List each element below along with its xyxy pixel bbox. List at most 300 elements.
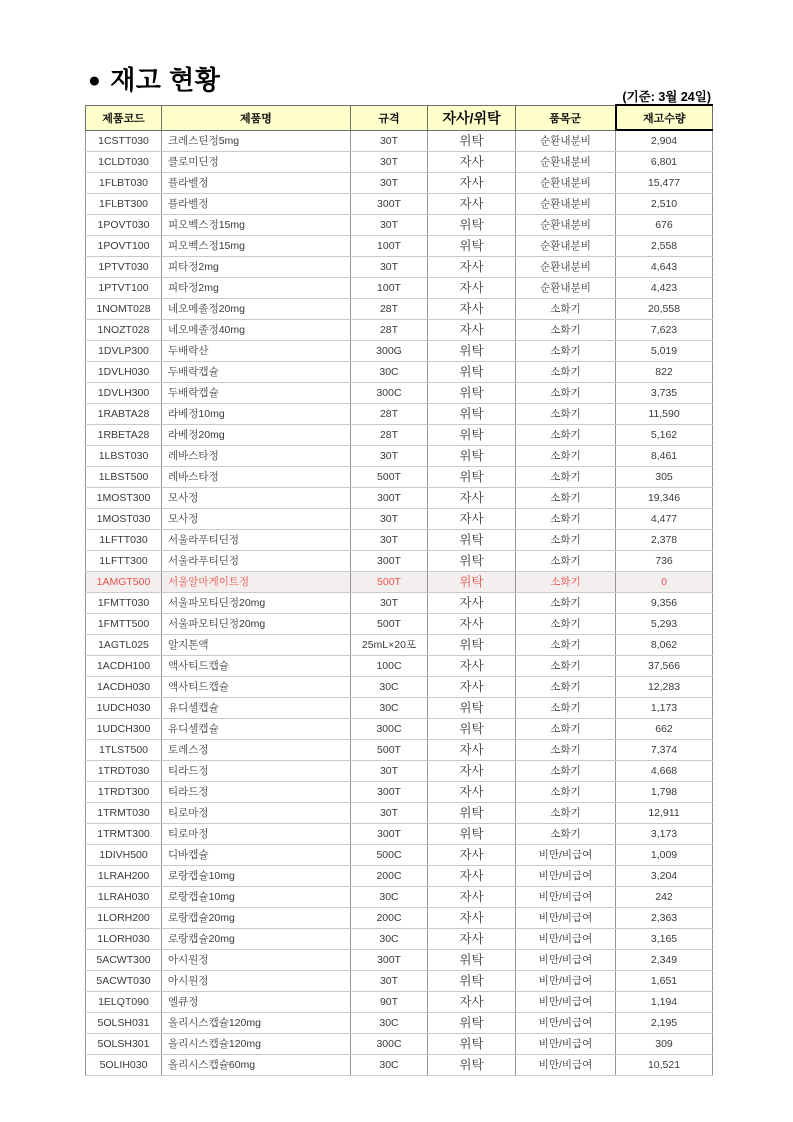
cell-item-group: 소화기 <box>516 803 616 824</box>
cell-product-name: 피오벡스정15mg <box>162 236 351 257</box>
cell-own-consign: 자사 <box>428 845 516 866</box>
cell-product-code: 1NOZT028 <box>86 320 162 341</box>
cell-spec: 28T <box>351 425 428 446</box>
cell-product-name: 올리시스캡슐120mg <box>162 1034 351 1055</box>
cell-product-name: 올리시스캡슐60mg <box>162 1055 351 1076</box>
table-row <box>86 635 713 656</box>
cell-stock-qty: 15,477 <box>616 173 713 194</box>
cell-stock-qty: 10,521 <box>616 1055 713 1076</box>
cell-product-name: 디바캡슐 <box>162 845 351 866</box>
cell-product-name: 플라벨정 <box>162 194 351 215</box>
cell-product-code: 1AGTL025 <box>86 635 162 656</box>
table-row <box>86 824 713 845</box>
cell-stock-qty: 4,423 <box>616 278 713 299</box>
cell-item-group: 비만/비급여 <box>516 1013 616 1034</box>
cell-product-code: 1NOMT028 <box>86 299 162 320</box>
cell-own-consign: 자사 <box>428 257 516 278</box>
cell-own-consign: 자사 <box>428 992 516 1013</box>
cell-item-group: 소화기 <box>516 467 616 488</box>
cell-spec: 500T <box>351 467 428 488</box>
cell-spec: 30T <box>351 509 428 530</box>
cell-product-name: 네오메졸정20mg <box>162 299 351 320</box>
cell-item-group: 소화기 <box>516 383 616 404</box>
cell-product-code: 1FLBT030 <box>86 173 162 194</box>
cell-spec: 25mL×20포 <box>351 635 428 656</box>
cell-stock-qty: 7,623 <box>616 320 713 341</box>
cell-item-group: 소화기 <box>516 677 616 698</box>
cell-own-consign: 자사 <box>428 173 516 194</box>
col-header-item-group: 품목군 <box>516 105 616 130</box>
table-row <box>86 761 713 782</box>
cell-product-name: 서울파모티딘정20mg <box>162 614 351 635</box>
col-header-own-consign: 자사/위탁 <box>428 105 516 130</box>
cell-product-name: 액사티드캡슐 <box>162 656 351 677</box>
cell-product-code: 1ELQT090 <box>86 992 162 1013</box>
cell-product-code: 1DVLP300 <box>86 341 162 362</box>
cell-stock-qty: 242 <box>616 887 713 908</box>
table-row <box>86 845 713 866</box>
table-row <box>86 740 713 761</box>
cell-item-group: 소화기 <box>516 341 616 362</box>
cell-product-name: 서울파모티딘정20mg <box>162 593 351 614</box>
cell-own-consign: 위탁 <box>428 130 516 152</box>
cell-product-name: 유디셀캡슐 <box>162 719 351 740</box>
cell-product-code: 5ACWT030 <box>86 971 162 992</box>
cell-item-group: 소화기 <box>516 425 616 446</box>
cell-product-name: 엘큐정 <box>162 992 351 1013</box>
cell-stock-qty: 1,651 <box>616 971 713 992</box>
cell-product-name: 클로미딘정 <box>162 152 351 173</box>
cell-stock-qty: 9,356 <box>616 593 713 614</box>
table-row <box>86 509 713 530</box>
cell-item-group: 비만/비급여 <box>516 929 616 950</box>
cell-product-code: 1FMTT030 <box>86 593 162 614</box>
table-row <box>86 362 713 383</box>
cell-stock-qty: 309 <box>616 1034 713 1055</box>
cell-stock-qty: 305 <box>616 467 713 488</box>
cell-item-group: 비만/비급여 <box>516 1055 616 1076</box>
cell-own-consign: 위탁 <box>428 1013 516 1034</box>
cell-product-name: 로랑캡슐10mg <box>162 887 351 908</box>
cell-product-name: 액사티드캡슐 <box>162 677 351 698</box>
cell-spec: 30T <box>351 257 428 278</box>
cell-spec: 30C <box>351 887 428 908</box>
table-row <box>86 950 713 971</box>
cell-own-consign: 자사 <box>428 152 516 173</box>
cell-item-group: 소화기 <box>516 446 616 467</box>
table-row <box>86 215 713 236</box>
cell-own-consign: 자사 <box>428 887 516 908</box>
cell-item-group: 비만/비급여 <box>516 887 616 908</box>
cell-product-code: 1CLDT030 <box>86 152 162 173</box>
cell-spec: 300C <box>351 383 428 404</box>
cell-item-group: 소화기 <box>516 530 616 551</box>
table-row <box>86 698 713 719</box>
cell-spec: 30T <box>351 971 428 992</box>
table-row <box>86 1013 713 1034</box>
cell-own-consign: 위탁 <box>428 404 516 425</box>
table-row <box>86 194 713 215</box>
cell-own-consign: 위탁 <box>428 1034 516 1055</box>
bullet-icon: ● <box>88 69 102 92</box>
cell-item-group: 비만/비급여 <box>516 866 616 887</box>
cell-product-code: 1ACDH030 <box>86 677 162 698</box>
cell-stock-qty: 1,798 <box>616 782 713 803</box>
table-row <box>86 341 713 362</box>
cell-product-name: 라베정20mg <box>162 425 351 446</box>
cell-spec: 28T <box>351 320 428 341</box>
cell-own-consign: 위탁 <box>428 530 516 551</box>
table-row <box>86 656 713 677</box>
table-row <box>86 1034 713 1055</box>
cell-product-name: 모사정 <box>162 488 351 509</box>
cell-product-name: 모사정 <box>162 509 351 530</box>
cell-item-group: 소화기 <box>516 635 616 656</box>
cell-stock-qty: 1,173 <box>616 698 713 719</box>
cell-spec: 30T <box>351 152 428 173</box>
cell-stock-qty: 3,735 <box>616 383 713 404</box>
cell-item-group: 소화기 <box>516 488 616 509</box>
table-row <box>86 530 713 551</box>
cell-item-group: 비만/비급여 <box>516 992 616 1013</box>
cell-own-consign: 위탁 <box>428 950 516 971</box>
cell-item-group: 순환내분비 <box>516 215 616 236</box>
table-row <box>86 866 713 887</box>
cell-item-group: 순환내분비 <box>516 173 616 194</box>
cell-item-group: 비만/비급여 <box>516 908 616 929</box>
cell-stock-qty: 8,062 <box>616 635 713 656</box>
cell-product-code: 1TRMT300 <box>86 824 162 845</box>
cell-stock-qty: 5,293 <box>616 614 713 635</box>
cell-spec: 30C <box>351 362 428 383</box>
cell-product-name: 피타정2mg <box>162 257 351 278</box>
cell-spec: 30C <box>351 677 428 698</box>
cell-stock-qty: 20,558 <box>616 299 713 320</box>
cell-own-consign: 자사 <box>428 299 516 320</box>
cell-product-name: 두배락산 <box>162 341 351 362</box>
cell-spec: 28T <box>351 404 428 425</box>
cell-stock-qty: 7,374 <box>616 740 713 761</box>
reference-date: (기준: 3월 24일) <box>622 90 711 104</box>
cell-product-code: 1AMGT500 <box>86 572 162 593</box>
cell-product-code: 1PTVT030 <box>86 257 162 278</box>
cell-spec: 90T <box>351 992 428 1013</box>
cell-spec: 30C <box>351 1055 428 1076</box>
cell-item-group: 순환내분비 <box>516 152 616 173</box>
cell-product-name: 티라드정 <box>162 782 351 803</box>
cell-spec: 30T <box>351 530 428 551</box>
cell-product-code: 1PTVT100 <box>86 278 162 299</box>
cell-own-consign: 자사 <box>428 509 516 530</box>
table-row <box>86 404 713 425</box>
cell-spec: 30T <box>351 446 428 467</box>
table-row <box>86 152 713 173</box>
cell-spec: 500T <box>351 572 428 593</box>
cell-stock-qty: 3,165 <box>616 929 713 950</box>
cell-item-group: 소화기 <box>516 572 616 593</box>
cell-stock-qty: 3,173 <box>616 824 713 845</box>
cell-product-code: 1RABTA28 <box>86 404 162 425</box>
cell-spec: 500T <box>351 614 428 635</box>
cell-product-name: 피오벡스정15mg <box>162 215 351 236</box>
cell-product-code: 5OLIH030 <box>86 1055 162 1076</box>
cell-item-group: 비만/비급여 <box>516 1034 616 1055</box>
cell-product-code: 1MOST030 <box>86 509 162 530</box>
cell-product-name: 레바스타정 <box>162 446 351 467</box>
cell-product-code: 1LBST030 <box>86 446 162 467</box>
cell-own-consign: 위탁 <box>428 215 516 236</box>
cell-product-code: 1ACDH100 <box>86 656 162 677</box>
cell-own-consign: 자사 <box>428 782 516 803</box>
table-row <box>86 257 713 278</box>
cell-item-group: 순환내분비 <box>516 236 616 257</box>
cell-spec: 30T <box>351 761 428 782</box>
table-row <box>86 130 713 152</box>
cell-stock-qty: 5,162 <box>616 425 713 446</box>
table-row <box>86 278 713 299</box>
cell-product-code: 1DVLH030 <box>86 362 162 383</box>
cell-product-code: 1LFTT300 <box>86 551 162 572</box>
cell-product-name: 티라드정 <box>162 761 351 782</box>
cell-spec: 30T <box>351 130 428 152</box>
cell-product-code: 1RBETA28 <box>86 425 162 446</box>
cell-stock-qty: 676 <box>616 215 713 236</box>
cell-item-group: 비만/비급여 <box>516 971 616 992</box>
col-header-product-code: 제품코드 <box>86 105 162 130</box>
cell-own-consign: 자사 <box>428 614 516 635</box>
cell-product-name: 네오메졸정40mg <box>162 320 351 341</box>
table-row <box>86 551 713 572</box>
cell-stock-qty: 5,019 <box>616 341 713 362</box>
cell-spec: 100T <box>351 278 428 299</box>
table-row <box>86 320 713 341</box>
cell-product-code: 1LORH030 <box>86 929 162 950</box>
cell-spec: 300T <box>351 194 428 215</box>
cell-stock-qty: 6,801 <box>616 152 713 173</box>
cell-item-group: 소화기 <box>516 593 616 614</box>
table-row <box>86 1055 713 1076</box>
cell-product-code: 1LFTT030 <box>86 530 162 551</box>
cell-stock-qty: 736 <box>616 551 713 572</box>
table-row <box>86 908 713 929</box>
cell-product-code: 1POVT100 <box>86 236 162 257</box>
cell-spec: 300T <box>351 551 428 572</box>
cell-product-name: 로랑캡슐20mg <box>162 929 351 950</box>
cell-stock-qty: 19,346 <box>616 488 713 509</box>
table-row <box>86 467 713 488</box>
cell-spec: 300C <box>351 1034 428 1055</box>
cell-product-name: 레바스타정 <box>162 467 351 488</box>
cell-spec: 300T <box>351 824 428 845</box>
table-row <box>86 425 713 446</box>
cell-item-group: 순환내분비 <box>516 194 616 215</box>
cell-item-group: 소화기 <box>516 740 616 761</box>
cell-stock-qty: 662 <box>616 719 713 740</box>
cell-stock-qty: 4,668 <box>616 761 713 782</box>
cell-own-consign: 자사 <box>428 908 516 929</box>
cell-product-name: 두배락캡슐 <box>162 383 351 404</box>
cell-own-consign: 위탁 <box>428 572 516 593</box>
cell-own-consign: 자사 <box>428 929 516 950</box>
cell-own-consign: 위탁 <box>428 341 516 362</box>
cell-item-group: 비만/비급여 <box>516 950 616 971</box>
cell-item-group: 비만/비급여 <box>516 845 616 866</box>
cell-spec: 30T <box>351 803 428 824</box>
header-row <box>86 105 713 130</box>
cell-product-name: 피타정2mg <box>162 278 351 299</box>
cell-product-code: 1LORH200 <box>86 908 162 929</box>
cell-stock-qty: 2,378 <box>616 530 713 551</box>
cell-product-name: 라베정10mg <box>162 404 351 425</box>
cell-product-name: 토레스정 <box>162 740 351 761</box>
cell-stock-qty: 2,904 <box>616 130 713 152</box>
cell-own-consign: 위탁 <box>428 236 516 257</box>
col-header-stock-qty: 재고수량 <box>616 105 713 130</box>
cell-stock-qty: 3,204 <box>616 866 713 887</box>
cell-product-name: 로랑캡슐20mg <box>162 908 351 929</box>
table-row <box>86 614 713 635</box>
inventory-table <box>85 104 713 1076</box>
table-row <box>86 887 713 908</box>
cell-product-code: 1LRAH030 <box>86 887 162 908</box>
cell-item-group: 소화기 <box>516 719 616 740</box>
cell-product-name: 유디셀캡슐 <box>162 698 351 719</box>
cell-own-consign: 자사 <box>428 593 516 614</box>
cell-spec: 30C <box>351 1013 428 1034</box>
cell-spec: 300G <box>351 341 428 362</box>
cell-spec: 500T <box>351 740 428 761</box>
cell-item-group: 소화기 <box>516 299 616 320</box>
table-row <box>86 929 713 950</box>
cell-own-consign: 위탁 <box>428 824 516 845</box>
cell-product-code: 1POVT030 <box>86 215 162 236</box>
cell-item-group: 소화기 <box>516 761 616 782</box>
cell-product-name: 두배락캡슐 <box>162 362 351 383</box>
cell-product-name: 아시원정 <box>162 950 351 971</box>
cell-spec: 200C <box>351 866 428 887</box>
cell-own-consign: 자사 <box>428 194 516 215</box>
table-row <box>86 971 713 992</box>
cell-product-code: 1LBST500 <box>86 467 162 488</box>
cell-own-consign: 자사 <box>428 677 516 698</box>
cell-item-group: 소화기 <box>516 404 616 425</box>
cell-spec: 300T <box>351 782 428 803</box>
cell-own-consign: 자사 <box>428 740 516 761</box>
cell-stock-qty: 2,363 <box>616 908 713 929</box>
page-title-text: 재고 현황 <box>110 65 221 95</box>
cell-own-consign: 위탁 <box>428 383 516 404</box>
cell-own-consign: 위탁 <box>428 551 516 572</box>
table-row <box>86 446 713 467</box>
table-row <box>86 383 713 404</box>
cell-product-code: 1UDCH030 <box>86 698 162 719</box>
table-row <box>86 782 713 803</box>
cell-product-code: 1TRDT300 <box>86 782 162 803</box>
cell-item-group: 소화기 <box>516 551 616 572</box>
cell-stock-qty: 12,283 <box>616 677 713 698</box>
cell-item-group: 소화기 <box>516 782 616 803</box>
cell-own-consign: 자사 <box>428 320 516 341</box>
cell-product-name: 아시원정 <box>162 971 351 992</box>
cell-product-name: 로랑캡슐10mg <box>162 866 351 887</box>
cell-product-name: 플라벨정 <box>162 173 351 194</box>
cell-spec: 200C <box>351 908 428 929</box>
cell-stock-qty: 2,349 <box>616 950 713 971</box>
cell-item-group: 순환내분비 <box>516 278 616 299</box>
cell-spec: 300C <box>351 719 428 740</box>
cell-product-code: 1LRAH200 <box>86 866 162 887</box>
cell-stock-qty: 4,477 <box>616 509 713 530</box>
cell-spec: 300T <box>351 488 428 509</box>
cell-product-name: 서울라푸티딘정 <box>162 551 351 572</box>
cell-product-name: 알지톤액 <box>162 635 351 656</box>
table-row <box>86 719 713 740</box>
cell-item-group: 소화기 <box>516 656 616 677</box>
cell-item-group: 소화기 <box>516 509 616 530</box>
cell-product-code: 5ACWT300 <box>86 950 162 971</box>
cell-product-name: 서울알마게이트정 <box>162 572 351 593</box>
cell-spec: 100C <box>351 656 428 677</box>
table-row <box>86 803 713 824</box>
cell-product-name: 크레스틴정5mg <box>162 130 351 152</box>
table-row <box>86 992 713 1013</box>
cell-item-group: 소화기 <box>516 698 616 719</box>
cell-spec: 28T <box>351 299 428 320</box>
cell-product-code: 5OLSH031 <box>86 1013 162 1034</box>
cell-stock-qty: 1,009 <box>616 845 713 866</box>
cell-item-group: 소화기 <box>516 824 616 845</box>
cell-item-group: 소화기 <box>516 362 616 383</box>
cell-own-consign: 위탁 <box>428 467 516 488</box>
cell-spec: 300T <box>351 950 428 971</box>
cell-product-code: 1MOST300 <box>86 488 162 509</box>
cell-own-consign: 자사 <box>428 656 516 677</box>
cell-own-consign: 자사 <box>428 761 516 782</box>
cell-spec: 30C <box>351 698 428 719</box>
cell-own-consign: 위탁 <box>428 425 516 446</box>
table-row <box>86 572 713 593</box>
cell-stock-qty: 822 <box>616 362 713 383</box>
cell-spec: 30T <box>351 173 428 194</box>
cell-product-code: 1CSTT030 <box>86 130 162 152</box>
cell-spec: 30T <box>351 593 428 614</box>
cell-own-consign: 자사 <box>428 488 516 509</box>
cell-own-consign: 자사 <box>428 866 516 887</box>
table-row <box>86 488 713 509</box>
cell-own-consign: 위탁 <box>428 971 516 992</box>
cell-product-code: 1TLST500 <box>86 740 162 761</box>
cell-product-name: 올리시스캡슐120mg <box>162 1013 351 1034</box>
cell-product-code: 1DVLH300 <box>86 383 162 404</box>
table-row <box>86 173 713 194</box>
cell-product-code: 1DIVH500 <box>86 845 162 866</box>
cell-stock-qty: 0 <box>616 572 713 593</box>
cell-stock-qty: 1,194 <box>616 992 713 1013</box>
cell-stock-qty: 12,911 <box>616 803 713 824</box>
cell-stock-qty: 37,566 <box>616 656 713 677</box>
cell-stock-qty: 8,461 <box>616 446 713 467</box>
table-row <box>86 593 713 614</box>
cell-spec: 30C <box>351 929 428 950</box>
cell-stock-qty: 11,590 <box>616 404 713 425</box>
cell-product-name: 티로마정 <box>162 803 351 824</box>
cell-stock-qty: 2,510 <box>616 194 713 215</box>
cell-product-code: 1TRMT030 <box>86 803 162 824</box>
cell-own-consign: 위탁 <box>428 698 516 719</box>
col-header-product-name: 제품명 <box>162 105 351 130</box>
cell-product-name: 티로마정 <box>162 824 351 845</box>
col-header-spec: 규격 <box>351 105 428 130</box>
